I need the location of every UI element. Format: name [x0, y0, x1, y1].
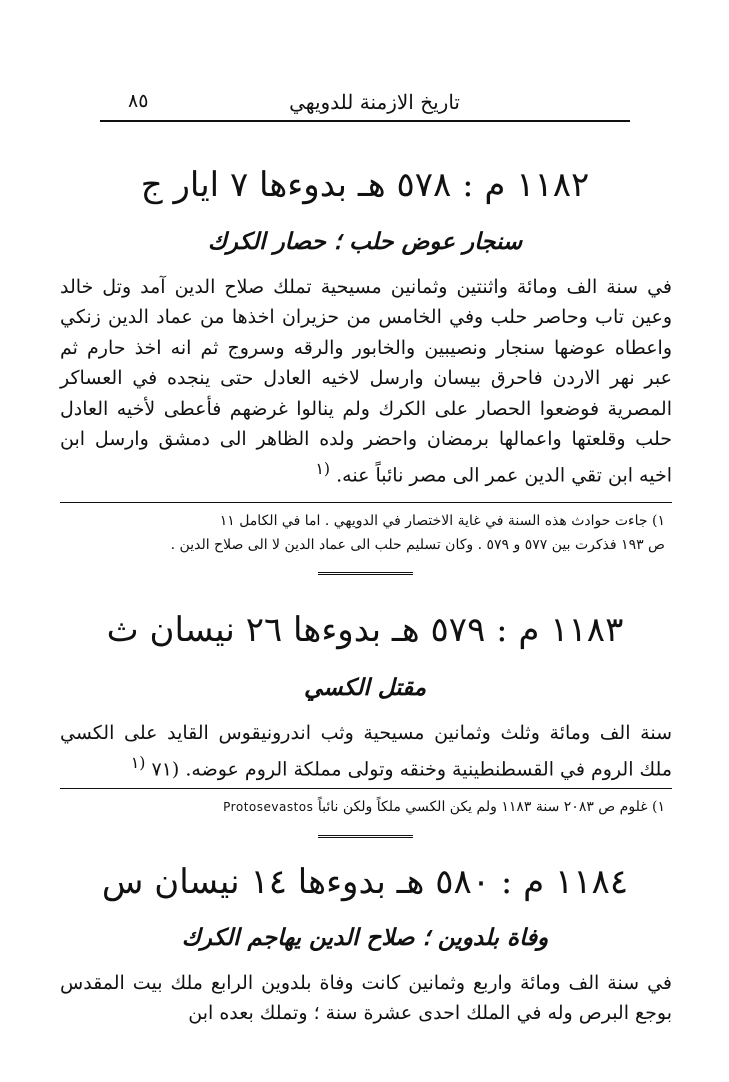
footnote: ١) جاءت حوادث هذه السنة في غاية الاختصار في الدويهي . اما في الكامل ١١	[219, 513, 665, 529]
footnote: ص ١٩٣ فذكرت بين ٥٧٧ و ٥٧٩ . وكان تسليم حلب الى عماد الدين لا الى صلاح الدين .	[170, 537, 665, 553]
year-heading-1184: ١١٨٤ م : ٥٨٠ هـ بدوءها ١٤ نيسان س	[101, 862, 629, 902]
year-heading-1182: ١١٨٢ م : ٥٧٨ هـ بدوءها ٧ ايار ج	[140, 165, 590, 205]
footnote-divider	[60, 502, 672, 503]
running-title: تاريخ الازمنة للدويهي	[289, 90, 460, 114]
footnote-marker: (١	[130, 753, 146, 773]
footnote-latin-term: Protosevastos	[223, 800, 314, 814]
section-paragraph	[60, 718, 672, 785]
footnote-divider	[60, 788, 672, 789]
footnote	[85, 796, 665, 818]
section-subtitle: وفاة بلدوين ؛ صلاح الدين يهاجم الكرك	[181, 924, 549, 951]
paragraph-text: سنة الف ومائة وثلث وثمانين مسيحية وثب اندرونيقوس القايد على الكسي ملك الروم في القسطنطينية وخنقه وتولى مملكة الروم عوضه.	[60, 722, 672, 781]
section-subtitle: سنجار عوض حلب ؛ حصار الكرك	[207, 228, 523, 255]
section-paragraph: في سنة الف ومائة واربع وثمانين كانت وفاة بلدوين الرابع ملك بيت المقدس بوجع البرص وله في الملك احدى عشرة سنة ؛ وتملك بعده ابن	[60, 972, 672, 1025]
section-separator	[318, 572, 413, 575]
page-header	[100, 90, 630, 122]
paragraph-text: في سنة الف ومائة واثنتين وثمانين مسيحية تملك صلاح الدين آمد وتل خالد وعين تاب وحاصر حلب وفي الخامس من حزيران اخذها من عماد الدين زنكي واعطاه عوضها سنجار ونصيبين والخابور والرقه وسروج ثم انه اخذ حارم ثم عبر نهر الاردن فاحرق بيسان وارسل لاخيه العادل حتى ينجده في العساكر المصرية فوضعوا الحصار على الكرك ولم ينالوا غرضهم فأعطى لأخيه العادل حلب وقلعتها واعمالها برمضان واحضر ولده الظاهر الى دمشق وارسل ابن اخيه ابن تقي الدين عمر الى مصر نائباً عنه.	[60, 276, 673, 487]
section-separator	[318, 835, 413, 838]
footnote-text: ١) غلوم ص ٢٠٨٣ سنة ١١٨٣ ولم يكن الكسي ملكاً ولكن نائباً	[317, 799, 665, 815]
bracket-number: (٧١	[151, 758, 180, 781]
section-paragraph	[60, 272, 672, 491]
year-heading-1183: ١١٨٣ م : ٥٧٩ هـ بدوءها ٢٦ نيسان ث	[106, 610, 624, 650]
page-number: ٨٥	[128, 90, 149, 112]
footnote-marker: (١	[315, 459, 331, 479]
section-subtitle: مقتل الكسي	[303, 674, 427, 701]
